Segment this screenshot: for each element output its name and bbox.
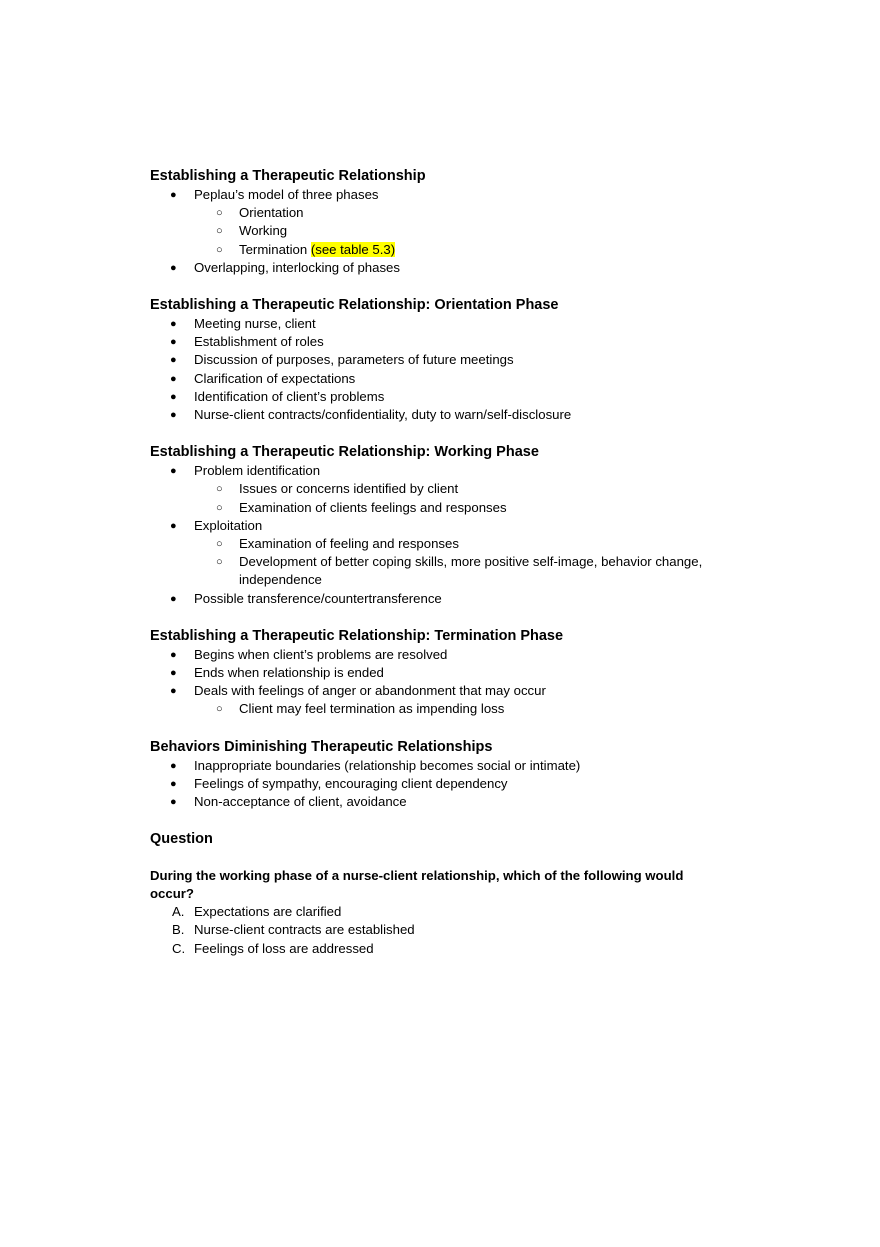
section-heading: Establishing a Therapeutic Relationship: Working Phase (150, 444, 539, 461)
document-content (150, 166, 750, 976)
circle-bullet-icon: ○ (216, 556, 223, 569)
list-item (150, 664, 750, 682)
list-item (150, 333, 750, 351)
bullet-list (150, 462, 750, 608)
circle-bullet-icon: ○ (216, 483, 223, 496)
bullet-icon: ● (170, 372, 177, 385)
bullet-list (150, 646, 750, 719)
sub-list-item (150, 499, 750, 517)
bullet-icon: ● (170, 354, 177, 367)
bullet-list (150, 315, 750, 424)
section-heading: Establishing a Therapeutic Relationship (150, 168, 426, 184)
list-item-text: Inappropriate boundaries (relationship becomes social or intimate) (194, 757, 581, 773)
list-item-text: Possible transference/countertransference (194, 590, 442, 606)
list-item (150, 590, 750, 608)
bullet-icon: ● (170, 519, 177, 532)
section (150, 166, 750, 277)
sub-list-item (150, 553, 750, 589)
sub-bullet-list (194, 535, 750, 590)
list-item (150, 757, 750, 775)
bullet-icon: ● (170, 796, 177, 809)
circle-bullet-icon: ○ (216, 207, 223, 220)
bullet-icon: ● (170, 390, 177, 403)
highlighted-reference: (see table 5.3) (310, 241, 396, 257)
list-item (150, 315, 750, 333)
sub-list-item (150, 222, 750, 240)
bullet-list (150, 757, 750, 812)
list-item-text: Begins when client’s problems are resolved (194, 646, 448, 662)
bullet-list (150, 186, 750, 277)
list-item (150, 793, 750, 811)
list-item-text: Discussion of purposes, parameters of future meetings (194, 352, 514, 368)
answer-option (150, 921, 750, 939)
sub-list-item-text: Termination (239, 241, 311, 257)
list-item-text: Problem identification (194, 463, 321, 479)
list-item (150, 646, 750, 664)
bullet-icon: ● (170, 318, 177, 331)
sub-list-item (150, 700, 750, 718)
option-letter: B. (172, 922, 185, 938)
bullet-icon: ● (170, 759, 177, 772)
section (150, 295, 750, 424)
list-item (150, 462, 750, 517)
sub-bullet-list (194, 204, 750, 259)
sub-list-item (150, 241, 750, 259)
list-item-text: Feelings of sympathy, encouraging client dependency (194, 775, 508, 791)
answer-option (150, 940, 750, 958)
list-item (150, 775, 750, 793)
circle-bullet-icon: ○ (216, 225, 223, 238)
sub-list-item-text: Issues or concerns identified by client (239, 481, 459, 497)
list-item-text: Meeting nurse, client (194, 316, 316, 332)
list-item-text: Overlapping, interlocking of phases (194, 259, 400, 275)
option-text: Feelings of loss are addressed (194, 940, 374, 956)
question-text: During the working phase of a nurse-client relationship, which of the following would occur? (150, 868, 684, 902)
section-heading: Establishing a Therapeutic Relationship: Orientation Phase (150, 297, 559, 314)
sub-bullet-list (194, 700, 750, 718)
list-item-text: Ends when relationship is ended (194, 665, 384, 681)
list-item (150, 186, 750, 259)
section-heading: Establishing a Therapeutic Relationship: Termination Phase (150, 627, 564, 644)
question-section (150, 829, 750, 958)
list-item-text: Exploitation (194, 517, 263, 533)
bullet-icon: ● (170, 465, 177, 478)
section-heading: Behaviors Diminishing Therapeutic Relationships (150, 738, 493, 755)
list-item (150, 682, 750, 718)
list-item (150, 370, 750, 388)
answer-options (150, 903, 750, 958)
sub-list-item-text: Examination of feeling and responses (239, 536, 459, 552)
answer-option (150, 903, 750, 921)
list-item-text: Peplau’s model of three phases (194, 187, 379, 202)
sub-list-item (150, 480, 750, 498)
bullet-icon: ● (170, 648, 177, 661)
sub-list-item-text: Working (239, 223, 288, 239)
list-item-text: Establishment of roles (194, 334, 324, 350)
option-text: Nurse-client contracts are established (194, 922, 415, 938)
list-item-text: Non-acceptance of client, avoidance (194, 794, 407, 810)
bullet-icon: ● (170, 777, 177, 790)
option-letter: A. (172, 904, 185, 920)
question-heading: Question (150, 831, 213, 848)
list-item (150, 406, 750, 424)
bullet-icon: ● (170, 336, 177, 349)
option-letter: C. (172, 940, 186, 956)
bullet-icon: ● (170, 189, 177, 201)
list-item (150, 351, 750, 369)
section (150, 442, 750, 608)
list-item-text: Deals with feelings of anger or abandonment that may occur (194, 683, 546, 699)
bullet-icon: ● (170, 592, 177, 605)
sub-list-item (150, 535, 750, 553)
section (150, 626, 750, 719)
list-item (150, 388, 750, 406)
list-item-text: Nurse-client contracts/confidentiality, duty to warn/self-disclosure (194, 407, 572, 423)
circle-bullet-icon: ○ (216, 501, 223, 514)
sub-list-item-text: Orientation (239, 205, 304, 221)
section (150, 737, 750, 812)
option-text: Expectations are clarified (194, 904, 342, 920)
sub-bullet-list (194, 480, 750, 516)
bullet-icon: ● (170, 261, 177, 274)
bullet-icon: ● (170, 409, 177, 422)
sub-list-item-text: Examination of clients feelings and responses (239, 499, 507, 515)
sub-list-item-text: Client may feel termination as impending loss (239, 701, 505, 717)
sub-list-item-text: Development of better coping skills, more positive self-image, behavior change, independence (239, 554, 703, 588)
list-item (150, 517, 750, 590)
circle-bullet-icon: ○ (216, 538, 223, 551)
list-item-text: Clarification of expectations (194, 370, 356, 386)
bullet-icon: ● (170, 685, 177, 698)
list-item (150, 259, 750, 277)
list-item-text: Identification of client’s problems (194, 388, 385, 404)
sections-container (150, 166, 750, 811)
sub-list-item (150, 204, 750, 222)
circle-bullet-icon: ○ (216, 703, 223, 716)
circle-bullet-icon: ○ (216, 243, 223, 256)
bullet-icon: ● (170, 667, 177, 680)
